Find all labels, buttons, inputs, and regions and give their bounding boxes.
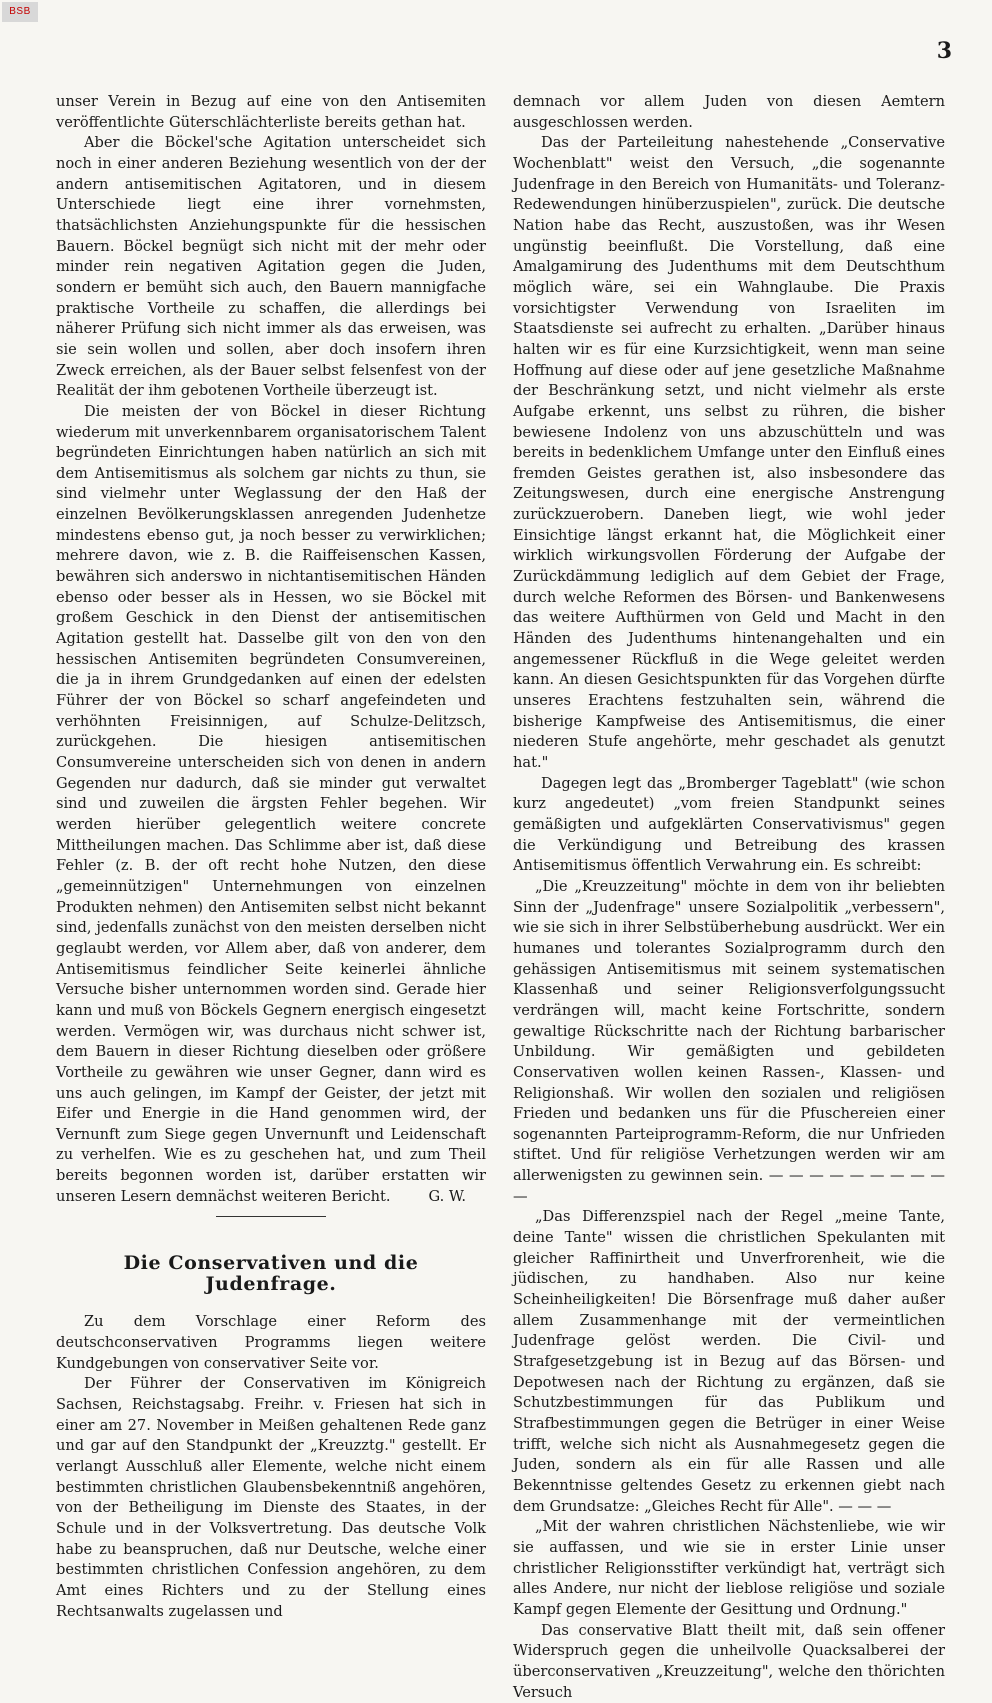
right-quote-3: „Mit der wahren christlichen Nächstenliebe, wie wir sie auffassen, und wie sie in erster Linie unser christlicher Religionsstifter verkündigt hat, verträgt sich alles Andere, nur nicht der lieblose religiöse und soziale Kampf gegen Elemente der Gesittung und Ordnung." xyxy=(513,1518,945,1618)
left-paragraph-5: Der Führer der Conservativen im Königreich Sachsen, Reichstagsabg. Freihr. v. Friesen hat sich in einer am 27. November in Meißen gehaltenen Rede ganz und gar auf den Standpunkt der „Kreuzztg." gestellt. Er verlangt Ausschluß aller Elemente, welche nicht einem bestimmten christlichen Glaubensbekenntniß angehören, von der Betheiligung im Dienste des Staates, in der Schule und in der Volksvertretung. Das deutsche Volk habe zu beanspruchen, daß nur Deutsche, welche einer bestimmten christlichen Confession angehören, zu dem Amt eines Richters und zu der Stellung eines Rechtsanwalts zugelassen und xyxy=(56,1375,486,1620)
left-paragraph-4: Zu dem Vorschlage einer Reform des deutschconservativen Programms liegen weitere Kundgebungen von conservativer Seite vor. xyxy=(56,1313,486,1372)
article-headline: Die Conservativen und die Judenfrage. xyxy=(123,1252,419,1295)
article-signature: G. W. xyxy=(428,1188,466,1206)
left-paragraph-1: unser Verein in Bezug auf eine von den Antisemiten veröffentlichte Güterschlächterliste bereits gethan hat. xyxy=(56,93,486,131)
right-paragraph-1: demnach vor allem Juden von diesen Aemtern ausgeschlossen werden. xyxy=(513,93,945,131)
section-divider xyxy=(216,1216,326,1217)
right-paragraph-2: Das der Parteileitung nahestehende „Conservative Wochenblatt" weist den Versuch, „die sogenannte Judenfrage in den Bereich von Humanitäts- und Toleranz-Redewendungen hinüberzuspielen", zurück. Die deutsche Nation habe das Recht, auszustoßen, was ihr Wesen ungünstig beeinflußt. Die Vorstellung, daß eine Amalgamirung des Judenthums mit dem Deutschthum möglich wäre, sei ein Wahnglaube. Die Praxis vorsichtigster Verwendung von Israeliten im Staatsdienste sei aufrecht zu erhalten. „Darüber hinaus halten wir es für eine Kurzsichtigkeit, wenn man seine Hoffnung auf diese oder auf jene gesetzliche Maßnahme der Beschränkung setzt, und nicht vielmehr als erste Aufgabe erkennt, uns selbst zu rühren, die bisher bewiesene Indolenz von uns abzuschütteln und was bereits in bedenklichem Umfange unter den Einfluß eines fremden Geistes gerathen ist, also insbesondere das Zeitungswesen, durch eine energische Anstrengung zurückzuerobern. Daneben liegt, wie wohl jeder Einsichtige längst erkannt hat, die Möglichkeit einer wirklich wirkungsvollen Förderung der Aufgabe der Zurückdämmung lediglich auf dem Gebiet der Frage, durch welche Reformen des Börsen- und Bankenwesens das weitere Aufthürmen von Geld und Macht in den Händen des Judenthums hintenangehalten und ein angemessener Rückfluß in die Wege geleitet werden kann. An diesen Gesichtspunkten für das Vorgehen dürfte unseres Erachtens festzuhalten sein, während die bisherige Kampfweise des Antisemitismus, die einer niederen Stufe angehörte, mehr geschadet als genutzt hat." xyxy=(513,134,945,771)
right-paragraph-3: Dagegen legt das „Bromberger Tageblatt" (wie schon kurz angedeutet) „vom freien Standpunkt seines gemäßigten und aufgeklärten Conservativismus" gegen die Verkündigung und Betreibung des krassen Antisemitismus öffentlich Verwahrung ein. Es schreibt: xyxy=(513,774,945,875)
right-quote-1: „Die „Kreuzzeitung" möchte in dem von ihr beliebten Sinn der „Judenfrage" unsere Sozialpolitik „verbessern", wie sie sich in ihrer Selbstüberhebung ausdrückt. Wer ein humanes und tolerantes Sozialprogramm durch den gehässigen Antisemitismus mit seinem systematischen Klassenhaß und seiner Religionsverfolgungssucht verdrängen will, macht keine Fortschritte, sondern gewaltige Rückschritte nach der Richtung barbarischer Unbildung. Wir gemäßigten und gebildeten Conservativen wollen keinen Rassen-, Klassen- und Religionshaß. Wir wollen den sozialen und religiösen Frieden und bedanken uns für die Pfuschereien einer sogenannten Parteiprogramm-Reform, die nur Unfrieden stiftet. Und für religiöse Verhetzungen werden wir am allerwenigsten zu gewinnen sein. — — — — — — — — — — xyxy=(513,877,945,1205)
right-paragraph-4: Das conservative Blatt theilt mit, daß sein offener Widerspruch gegen die unheilvolle Quacksalberei der überconservativen „Kreuzzeitung", welche den thörichten Versuch xyxy=(513,1621,945,1701)
left-paragraph-2: Aber die Böckel'sche Agitation unterscheidet sich noch in einer anderen Beziehung wesentlich von der der andern antisemitischen Agitatoren, und in diesem Unterschiede liegt eine ihrer vornehmsten, thatsächlichsten Anziehungspunkte für die hessischen Bauern. Böckel begnügt sich nicht mit der mehr oder minder rein negativen Agitation gegen die Juden, sondern er bemüht sich auch, den Bauern mannigfache praktische Vortheile zu schaffen, die allerdings bei näherer Prüfung sich nicht immer als das erweisen, was sie sein wollen und sollen, aber doch insofern ihren Zweck erreichen, als der Bauer selbst felsenfest von der Realität der ihm gebotenen Vortheile überzeugt ist. xyxy=(56,134,486,400)
right-quote-2: „Das Differenzspiel nach der Regel „meine Tante, deine Tante" wissen die christlichen Spekulanten mit gleicher Raffinirtheit und Unverfrorenheit, wie die jüdischen, zu handhaben. Also nur keine Scheinheiligkeiten! Die Börsenfrage muß daher außer allem Zusammenhange mit der vermeintlichen Judenfrage gelöst werden. Die Civil- und Strafgesetzgebung ist in Bezug auf das Börsen- und Depotwesen nach der Richtung zu ergänzen, daß sie Schutzbestimmungen für das Publikum und Strafbestimmungen gegen die Betrüger in einer Weise trifft, welche sich nicht als Ausnahmegesetz gegen die Juden, sondern als ein für alle Rassen und alle Bekenntnisse geltendes Gesetz zu erkennen giebt nach dem Grundsatze: „Gleiches Recht für Alle". — — — xyxy=(513,1208,945,1515)
left-column xyxy=(56,92,486,1622)
left-paragraph-3: Die meisten der von Böckel in dieser Richtung wiederum mit unverkennbarem organisatorischem Talent begründeten Einrichtungen haben natürlich an sich mit dem Antisemitismus als solchem gar nichts zu thun, sie sind vielmehr unter Weglassung der den Haß der einzelnen Bevölkerungsklassen anregenden Judenhetze mindestens ebenso gut, ja noch besser zu verwirklichen; mehrere davon, wie z. B. die Raiffeisenschen Kassen, bewähren sich anderswo in nichtantisemitischen Händen ebenso oder besser als in Hessen, wo sie Böckel mit großem Geschick in den Dienst der antisemitischen Agitation gestellt hat. Dasselbe gilt von den von den hessischen Antisemiten begründeten Consumvereinen, die ja in ihrem Grundgedanken auf einen der edelsten Führer der von Böckel so scharf angefeindeten und verhöhnten Freisinnigen, auf Schulze-Delitzsch, zurückgehen. Die hiesigen antisemitischen Consumvereine unterscheiden sich von denen in andern Gegenden nur dadurch, daß sie minder gut verwaltet sind und zuweilen die ärgsten Fehler begehen. Wir werden hierüber gelegentlich weitere concrete Mittheilungen machen. Das Schlimme aber ist, daß diese Fehler (z. B. der oft recht hohe Nutzen, den diese „gemeinnützigen" Unternehmungen von einzelnen Produkten nehmen) den Antisemiten selbst nicht bekannt sind, jedenfalls zunächst von den meisten derselben nicht geglaubt werden, vor Allem aber, daß von anderer, dem Antisemitismus feindlicher Seite keinerlei ähnliche Versuche bisher unternommen worden sind. Gerade hier kann und muß von Böckels Gegnern energisch eingesetzt werden. Vermögen wir, was durchaus nicht schwer ist, dem Bauern in dieser Richtung dieselben oder größere Vortheile zu gewähren wie unser Gegner, dann wird es uns auch gelingen, im Kampf der Geister, der jetzt mit Eifer und Energie in die Hand genommen wird, der Vernunft zum Siege gegen Unvernunft und Leidenschaft zu verhelfen. Wie es zu geschehen hat, und zum Theil bereits begonnen worden ist, darüber erstatten wir unseren Lesern demnächst weiteren Bericht. xyxy=(56,402,486,1205)
library-stamp: BSB xyxy=(2,2,38,22)
right-column xyxy=(513,92,945,1703)
page-number: 3 xyxy=(936,38,952,64)
